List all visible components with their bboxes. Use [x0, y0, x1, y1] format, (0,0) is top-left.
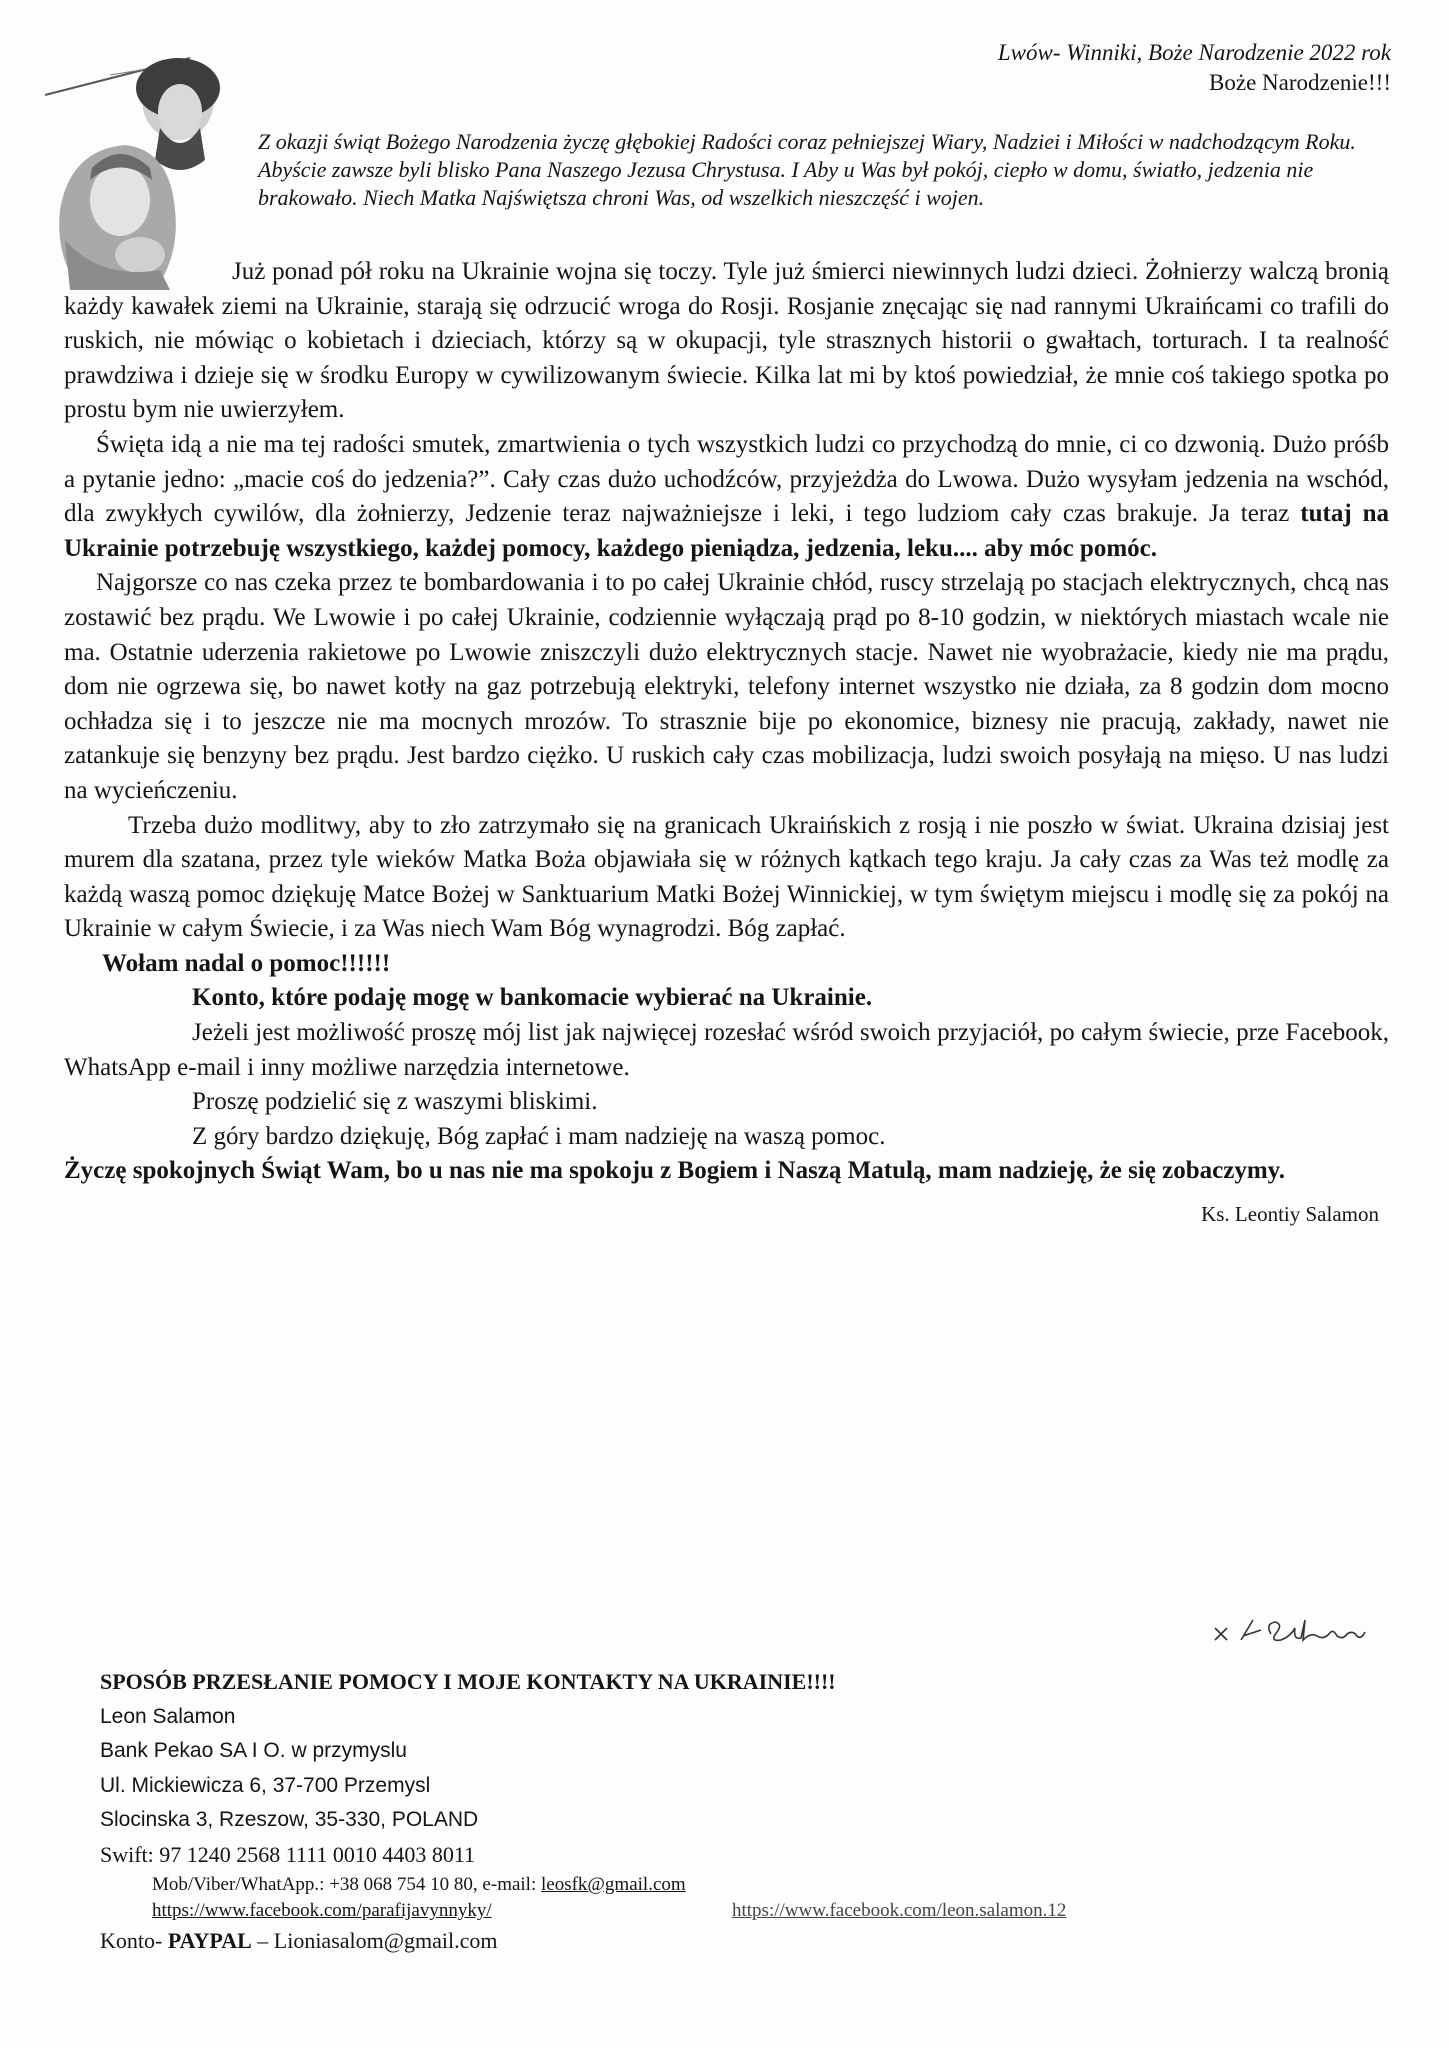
- thanks-line: Z góry bardzo dziękuję, Bóg zapłać i mam nadzieję na waszą pomoc.: [192, 1122, 886, 1150]
- share-request: Jeżeli jest możliwość proszę mój list jak najwięcej rozesłać wśród swoich przyjaciół, po całym świecie, prze Facebook, WhatsApp e-mail i inny możliwe narzędzia internetowe.: [64, 1019, 1389, 1081]
- account-note: [64, 981, 1389, 1016]
- paypal-prefix: Konto-: [100, 1928, 168, 1953]
- bank-name: Bank Pekao SA I O. w przymyslu: [100, 1739, 407, 1762]
- paypal-email: – Lioniasalom@gmail.com: [251, 1928, 498, 1953]
- christmas-greeting: Z okazji świąt Bożego Narodzenia życzę głębokiej Radości coraz pełniejszej Wiary, Nadziei i Miłości w nadchodzącym Roku. Abyście zawsze byli blisko Pana Naszego Jezusa Chrystusa. I Aby u Was był pokój, ciepło w domu, światło, jedzenia nie brakowało. Niech Matka Najświętsza chroni Was, od wszelkich nieszczęść i wojen.: [258, 129, 1356, 210]
- facebook-personal-link[interactable]: https://www.facebook.com/leon.salamon.12: [732, 1900, 1067, 1921]
- paragraph-blackouts: Najgorsze co nas czeka przez te bombardowania i to po całej Ukrainie chłód, ruscy strzelają po stacjach elektrycznych, chcą nas zostawić bez prądu. We Lwowie i po całej Ukrainie, codziennie wyłączają prąd po 8-10 godzin, w niektórych miastach wcale nie ma. Ostatnie uderzenia rakietowe po Lwowie zniszczyli dużo elektrycznych stacje. Nawet nie wyobrażacie, kiedy nie ma prądu, dom nie ogrzewa się, bo nawet kotły na gaz potrzebują elektryki, telefony internet wszystko nie działa, za 8 godzin dom mocno ochładza się i to jeszcze nie ma mocnych mrozów. To strasznie bije po ekonomice, biznesy nie pracują, zakłady, nawet nie zatankuje się benzyny bez prądu. Jest bardzo ciężko. U ruskich cały czas mobilizacja, ludzi swoich posyłają na mięso. U nas ludzi na wycieńczeniu.: [64, 569, 1389, 804]
- swift-code: Swift: 97 1240 2568 1111 0010 4403 8011: [100, 1841, 476, 1867]
- share-with-family: Proszę podzielić się z waszymi bliskimi.: [192, 1088, 598, 1116]
- phone-email-line: [100, 1872, 1360, 1898]
- contacts-title: SPOSÓB PRZESŁANIE POMOCY I MOJE KONTAKTY NA UKRAINIE!!!!: [100, 1669, 836, 1694]
- paypal-label: PAYPAL: [167, 1928, 252, 1953]
- phone-text: Mob/Viber/WhatApp.: +38 068 754 10 80, e-mail:: [152, 1874, 541, 1895]
- facebook-parish-link[interactable]: https://www.facebook.com/parafijavynnyky/: [152, 1900, 492, 1921]
- greeting-title: Boże Narodzenie!!!: [1209, 70, 1391, 95]
- paragraph-prayer: Trzeba dużo modlitwy, aby to zło zatrzymało się na granicach Ukraińskich z rosją i nie poszło w świat. Ukraina dzisiaj jest murem dla szatana, przez tyle wieków Matka Boża objawiała się w różnych kątkach tego kraju. Ja cały czas za Was też modlę za każdą waszą pomoc dziękuję Matce Bożej w Sanktuarium Matki Bożej Winnickiej, w tym świętym miejscu i modlę się za pokój na Ukrainie w całym Świecie, i za Was niech Wam Bóg wynagrodzi. Bóg zapłać.: [64, 811, 1389, 943]
- facebook-links: [100, 1898, 1360, 1924]
- contact-name: Leon Salamon: [100, 1704, 236, 1728]
- account-note-text: Konto, które podaję mogę w bankomacie wybierać na Ukrainie.: [192, 984, 873, 1012]
- email-link[interactable]: leosfk@gmail.com: [541, 1874, 686, 1895]
- place-date: Lwów- Winniki, Boże Narodzenie 2022 rok: [997, 40, 1391, 65]
- paragraph-christmas-need: [64, 428, 1389, 566]
- paragraph-need-bold: tutaj na Ukrainie potrzebuję wszystkiego, każdej pomocy, każdego pieniądza, jedzenia, leku.... aby móc pomóc.: [64, 500, 1389, 562]
- paragraph-war: Już ponad pół roku na Ukrainie wojna się toczy. Tyle już śmierci niewinnych ludzi dzieci. Żołnierzy walczą bronią każdy kawałek ziemi na Ukrainie, starają się odrzucić wroga do Rosji. Rosjanie znęcając się nad rannymi Ukraińcami co trafili do ruskich, nie mówiąc o kobietach i dzieciach, którzy są w okupacji, tyle strasznych historii o gwałtach, torturach. I ta realność prawdziwa i dzieje się w środku Europy w cywilizowanym świecie. Kilka lat mi by ktoś powiedział, że mnie coś takiego spotka po prostu bym nie uwierzyłem.: [64, 258, 1389, 424]
- paragraph-need-text: Święta idą a nie ma tej radości smutek, zmartwienia o tych wszystkich ludzi co przychodzą do mnie, ci co dzwonią. Dużo próśb a pytanie jedno: „macie coś do jedzenia?”. Cały czas dużo uchodźców, przyjeżdża do Lwowa. Dużo wysyłam jedzenia na wschód, dla zwykłych cywilów, dla żołnierzy, Jedzenie teraz najważniejsze i leki, i tego ludziom cały czas brakuje. Ja teraz: [64, 430, 1389, 528]
- signature-name: Ks. Leontiy Salamon: [1201, 1202, 1379, 1227]
- wishes-text: Życzę spokojnych Świąt Wam, bo u nas nie ma spokoju z Bogiem i Naszą Matulą, mam nadzieję, że się zobaczymy.: [64, 1157, 1286, 1185]
- letter-header: [998, 38, 1391, 98]
- appeal-text: Wołam nadal o pomoc!!!!!!: [102, 949, 391, 977]
- paypal-line: [100, 1924, 1360, 1959]
- handwritten-signature: [1207, 1610, 1377, 1650]
- bank-address: Ul. Mickiewicza 6, 37-700 Przemysl: [100, 1773, 431, 1797]
- letter-body: [64, 255, 1389, 1229]
- wishes-line: [64, 1154, 1389, 1189]
- postal-address: Slocinska 3, Rzeszow, 35-330, POLAND: [100, 1808, 479, 1831]
- holy-family-image: [40, 40, 240, 290]
- contacts-section: [100, 1665, 1360, 1959]
- appeal-for-help: [64, 947, 1389, 982]
